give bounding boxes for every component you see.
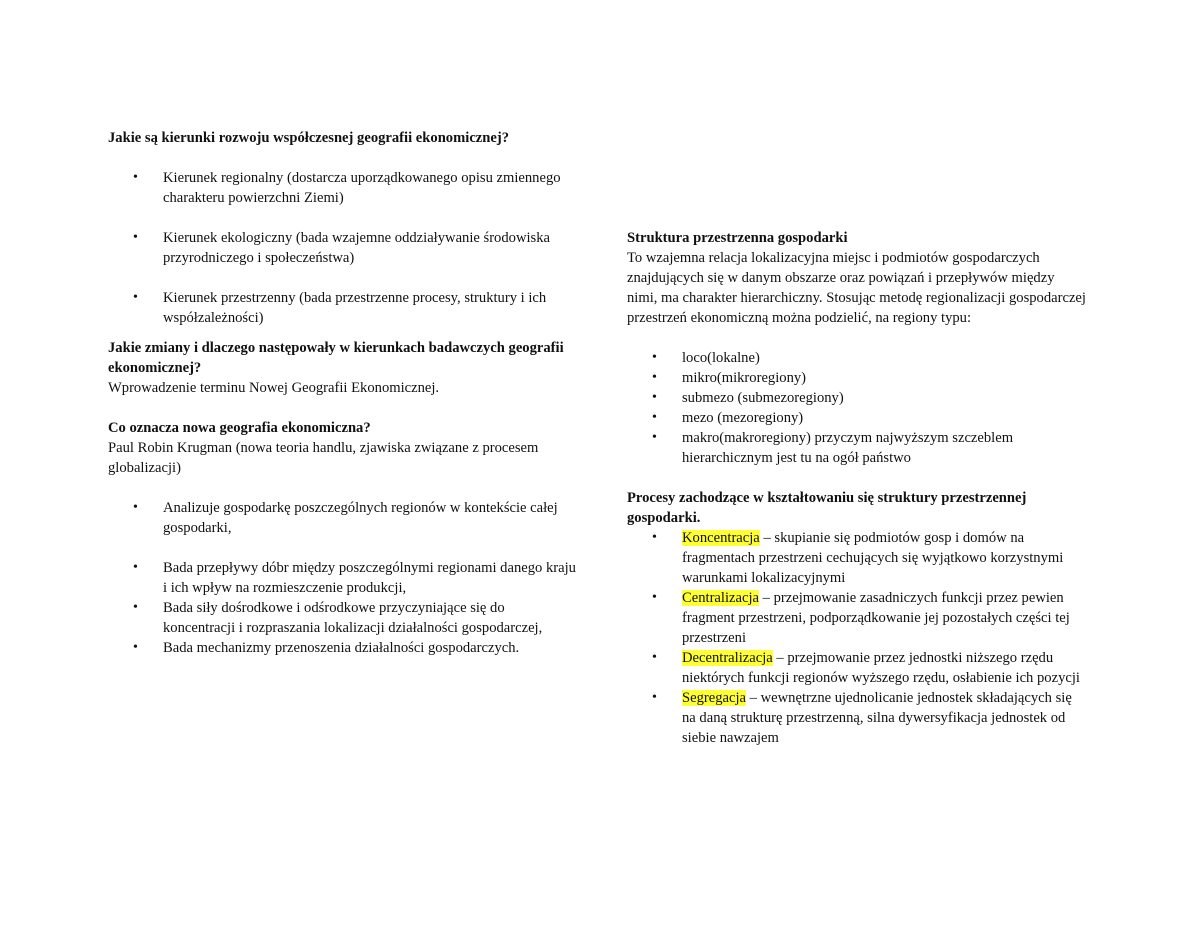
- spacer: [108, 328, 578, 338]
- question-2-heading: Jakie zmiany i dlaczego następowały w kierunkach badawczych geografii ekonomicznej?: [108, 340, 564, 376]
- section-1-text: To wzajemna relacja lokalizacyjna miejsc i podmiotów gospodarczych znajdujących się w danym obszarze oraz powiązań i przepływów między nimi, ma charakter hierarchiczny. Stosując metodę regionalizacji gospodarczej przestrzeń ekonomiczną można podzielić, na regiony typu:: [627, 250, 1086, 326]
- list-item-text: Bada przepływy dóbr między poszczególnymi regionami danego kraju i ich wpływ na rozmieszczenie produkcji,: [163, 560, 576, 596]
- region-types-list: [627, 348, 1087, 468]
- list-item-text: Bada siły dośrodkowe i odśrodkowe przyczyniające się do koncentracji i rozpraszania lokalizacji działalności gospodarczej,: [163, 600, 543, 636]
- list-item: [627, 588, 1087, 648]
- list-item: [627, 388, 1087, 408]
- list-item-text: Analizuje gospodarkę poszczególnych regionów w kontekście całej gospodarki,: [163, 500, 558, 536]
- question-3-list: [108, 498, 578, 658]
- bullet-icon: •: [133, 600, 138, 615]
- list-item: [108, 558, 578, 598]
- bullet-icon: •: [652, 530, 657, 545]
- bullet-icon: •: [652, 650, 657, 665]
- highlighted-term: Decentralizacja: [682, 650, 773, 666]
- bullet-icon: •: [133, 500, 138, 515]
- spacer: [108, 398, 578, 418]
- list-item-text: Kierunek przestrzenny (bada przestrzenne procesy, struktury i ich współzależności): [163, 290, 547, 326]
- question-3-answer: Paul Robin Krugman (nowa teoria handlu, zjawiska związane z procesem globalizacji): [108, 440, 539, 476]
- question-3-heading: Co oznacza nowa geografia ekonomiczna?: [108, 420, 371, 436]
- bullet-icon: •: [133, 170, 138, 185]
- bullet-icon: •: [133, 230, 138, 245]
- list-item: [627, 528, 1087, 588]
- spacer: [108, 478, 578, 498]
- highlighted-term: Koncentracja: [682, 530, 760, 546]
- list-item-text: Bada mechanizmy przenoszenia działalności gospodarczych.: [163, 640, 520, 656]
- question-1-heading: Jakie są kierunki rozwoju współczesnej geografii ekonomicznej?: [108, 130, 510, 146]
- left-column: [108, 128, 578, 658]
- list-item-text: Kierunek regionalny (dostarcza uporządkowanego opisu zmiennego charakteru powierzchni Ziemi): [163, 170, 561, 206]
- list-item: [627, 408, 1087, 428]
- list-item: [627, 368, 1087, 388]
- section-2-heading: Procesy zachodzące w kształtowaniu się struktury przestrzennej gospodarki.: [627, 490, 1027, 526]
- list-item: [108, 228, 578, 268]
- bullet-icon: •: [652, 370, 657, 385]
- spacer: [108, 148, 578, 168]
- list-item-text: mikro(mikroregiony): [682, 370, 807, 386]
- list-item-text: Kierunek ekologiczny (bada wzajemne oddziaływanie środowiska przyrodniczego i społeczeństwa): [163, 230, 550, 266]
- list-item: [627, 688, 1087, 748]
- list-item: [108, 168, 578, 208]
- processes-list: [627, 528, 1087, 748]
- right-column: [627, 228, 1087, 748]
- list-item: [627, 428, 1087, 468]
- list-item: [108, 498, 578, 538]
- term-description: – przejmowanie przez jednostki niższego rzędu niektórych funkcji regionów wyższego rzędu, osłabienie ich pozycji: [682, 650, 1080, 686]
- bullet-icon: •: [652, 430, 657, 445]
- bullet-icon: •: [133, 640, 138, 655]
- term-description: – skupianie się podmiotów gosp i domów na fragmentach przestrzeni cechujących się wyjątkowo korzystnymi warunkami lokalizacyjnymi: [682, 530, 1064, 586]
- list-item-text: makro(makroregiony) przyczym najwyższym szczeblem hierarchicznym jest tu na ogół państwo: [682, 430, 1014, 466]
- bullet-icon: •: [652, 350, 657, 365]
- list-item: [108, 598, 578, 638]
- list-item-text: submezo (submezoregiony): [682, 390, 844, 406]
- highlighted-term: Centralizacja: [682, 590, 759, 606]
- bullet-icon: •: [652, 590, 657, 605]
- list-item-text: loco(lokalne): [682, 350, 760, 366]
- question-1-list: [108, 168, 578, 328]
- question-2-answer: Wprowadzenie terminu Nowej Geografii Ekonomicznej.: [108, 380, 440, 396]
- section-1-heading: Struktura przestrzenna gospodarki: [627, 230, 848, 246]
- term-description: – wewnętrzne ujednolicanie jednostek składających się na daną strukturę przestrzenną, silna dywersyfikacja jednostek od siebie nawzajem: [682, 690, 1072, 746]
- list-item: [627, 348, 1087, 368]
- spacer: [627, 328, 1087, 348]
- list-item: [108, 288, 578, 328]
- spacer: [627, 468, 1087, 488]
- list-item: [627, 648, 1087, 688]
- bullet-icon: •: [133, 560, 138, 575]
- list-item: [108, 638, 578, 658]
- highlighted-term: Segregacja: [682, 690, 747, 706]
- term-description: – przejmowanie zasadniczych funkcji przez pewien fragment przestrzeni, podporządkowanie jej pozostałych części tej przestrzeni: [682, 590, 1070, 646]
- bullet-icon: •: [652, 690, 657, 705]
- list-item-text: mezo (mezoregiony): [682, 410, 804, 426]
- bullet-icon: •: [652, 390, 657, 405]
- bullet-icon: •: [133, 290, 138, 305]
- bullet-icon: •: [652, 410, 657, 425]
